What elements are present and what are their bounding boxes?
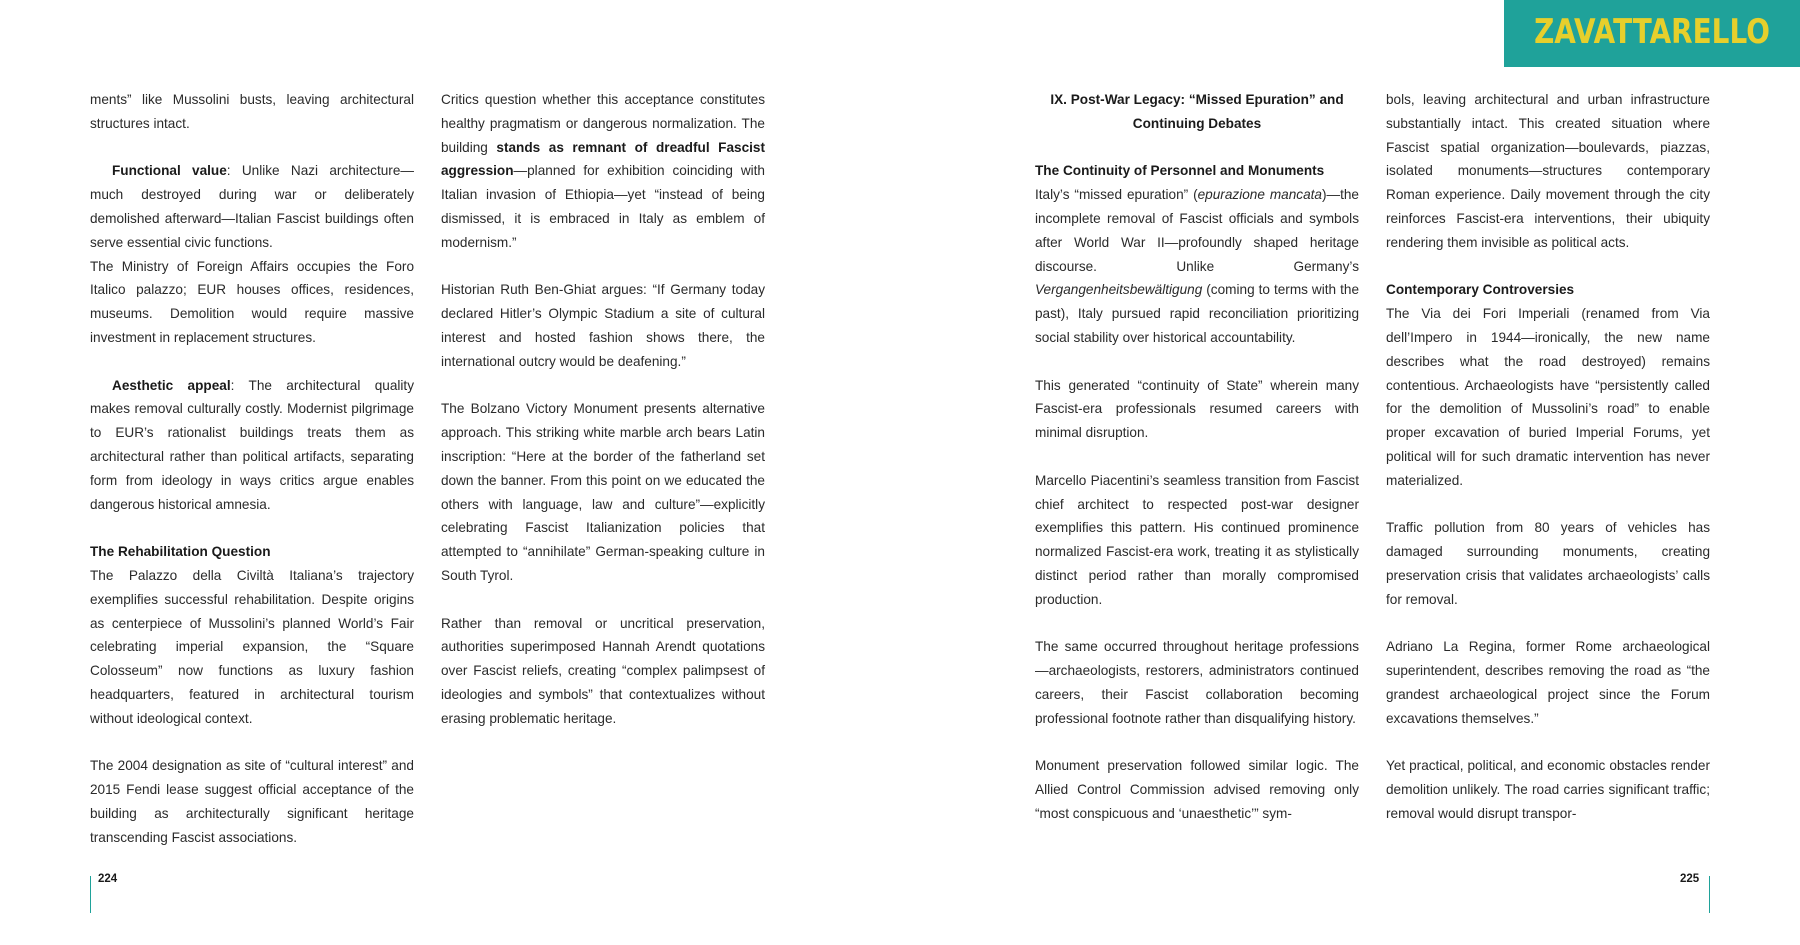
folio-rule-left: [90, 876, 91, 913]
paragraph: ments” like Mussolini busts, leaving architectural structures intact.: [90, 92, 414, 131]
section-subheading: The Rehabilitation Question: [90, 544, 271, 560]
run-in-heading: Aesthetic appeal: [112, 377, 231, 393]
right-page-column-2: [1386, 88, 1710, 826]
paragraph: The Via dei Fori Imperiali (renamed from Via dell’Impero in 1944—ironically, the new name describes what the road destroyed) remains contentious. Archaeologists have “persistently called for the demolition of Mussolini’s road” to enable proper excavation of buried Imperial Forums, yet political will for such dramatic intervention has never materialized.: [1386, 306, 1710, 488]
paragraph: Italy’s “missed epuration” (epurazione mancata)—the incomplete removal of Fascist officials and symbols after World War II—profoundly shaped heritage discourse. Unlike Germany’s Vergangenheitsbewältigung (coming to terms with the past), Italy pursued rapid reconciliation prioritizing social stability over historical accountability.: [1035, 187, 1359, 345]
paragraph: Yet practical, political, and economic obstacles render demolition unlikely. The road carries significant traffic; removal would disrupt transpor-: [1386, 758, 1710, 821]
folio-rule-right: [1709, 876, 1710, 913]
page-number-left: 224: [98, 873, 118, 885]
section-title: IX. Post-War Legacy: “Missed Epuration” and Continuing Debates: [1050, 92, 1344, 131]
bold-emphasis: stands as remnant of dreadful Fascist aggression: [441, 139, 765, 179]
paragraph: Critics question whether this acceptance constitutes healthy pragmatism or dangerous normalization. The building stands as remnant of dreadful Fascist aggression—planned for exhibition coinciding with Italian invasion of Ethiopia—yet “instead of being dismissed, it is embraced in Italy as emblem of modernism.”: [441, 92, 765, 250]
paragraph: Rather than removal or uncritical preservation, authorities superimposed Hannah Arendt quotations over Fascist reliefs, creating “complex palimpsest of ideologies and symbols” that contextualizes without erasing problematic heritage.: [441, 615, 765, 726]
paragraph: Marcello Piacentini’s seamless transition from Fascist chief architect to respected post-war designer exemplifies this pattern. His continued prominence normalized Fascist-era work, treating it as stylistically distinct period rather than morally compromised production.: [1035, 472, 1359, 607]
left-page-column-2: [441, 88, 765, 731]
paragraph: Functional value: Unlike Nazi architecture—much destroyed during war or deliberately demolished afterward—Italian Fascist buildings often serve essential civic functions.: [90, 163, 414, 250]
paragraph: This generated “continuity of State” wherein many Fascist-era professionals resumed careers with minimal disruption.: [1035, 377, 1359, 441]
paragraph: The Palazzo della Civiltà Italiana’s trajectory exemplifies successful rehabilitation. Despite origins as centerpiece of Mussolini’s planned World’s Fair celebrating imperial expansion, the “Square Colosseum” now functions as luxury fashion headquarters, featured in architectural tourism without ideological context.: [90, 567, 414, 726]
section-subheading: The Continuity of Personnel and Monuments: [1035, 163, 1325, 179]
page-number-right: 225: [1680, 873, 1700, 885]
paragraph: Traffic pollution from 80 years of vehicles has damaged surrounding monuments, creating preservation crisis that validates archaeologists’ calls for removal.: [1386, 520, 1710, 607]
left-page-column-1: [90, 88, 414, 850]
run-in-heading: Functional value: [112, 163, 227, 179]
paragraph: The Bolzano Victory Monument presents alternative approach. This striking white marble arch bears Latin inscription: “Here at the border of the fatherland set down the banner. From this point on we educated the others with language, law and culture”—explicitly celebrating Fascist Italianization policies that attempted to “annihilate” German-speaking culture in South Tyrol.: [441, 401, 765, 583]
section-subheading: Contemporary Controversies: [1386, 282, 1575, 298]
paragraph: bols, leaving architectural and urban infrastructure substantially intact. This created situation where Fascist spatial organization—boulevards, piazzas, isolated monuments—structures contemporary Roman experience. Daily movement through the city reinforces Fascist-era interventions, their ubiquity rendering them invisible as political acts.: [1386, 92, 1710, 250]
paragraph: The Ministry of Foreign Affairs occupies the Foro Italico palazzo; EUR houses offices, residences, museums. Demolition would require massive investment in replacement structures.: [90, 258, 414, 345]
header-title: ZAVATTARELLO: [1534, 12, 1770, 52]
paragraph: Adriano La Regina, former Rome archaeological superintendent, describes removing the road as “the grandest archaeological project since the Forum excavations themselves.”: [1386, 639, 1710, 726]
paragraph: Historian Ruth Ben-Ghiat argues: “If Germany today declared Hitler’s Olympic Stadium a site of cultural interest and hosted fashion shows there, the international outcry would be deafening.”: [441, 282, 765, 369]
header-box: [1504, 0, 1800, 67]
paragraph: The 2004 designation as site of “cultural interest” and 2015 Fendi lease suggest official acceptance of the building as architecturally significant heritage transcending Fascist associations.: [90, 758, 414, 845]
paragraph: Monument preservation followed similar logic. The Allied Control Commission advised removing only “most conspicuous and ‘unaesthetic’” sym-: [1035, 758, 1359, 821]
right-page-column-1: [1035, 88, 1359, 826]
paragraph: Aesthetic appeal: The architectural quality makes removal culturally costly. Modernist pilgrimage to EUR’s rationalist buildings treats them as architectural rather than political artifacts, separating form from ideology in ways critics argue enables dangerous historical amnesia.: [90, 377, 414, 512]
paragraph: The same occurred throughout heritage professions—archaeologists, restorers, administrators continued careers, their Fascist collaboration becoming professional footnote rather than disqualifying history.: [1035, 639, 1359, 726]
